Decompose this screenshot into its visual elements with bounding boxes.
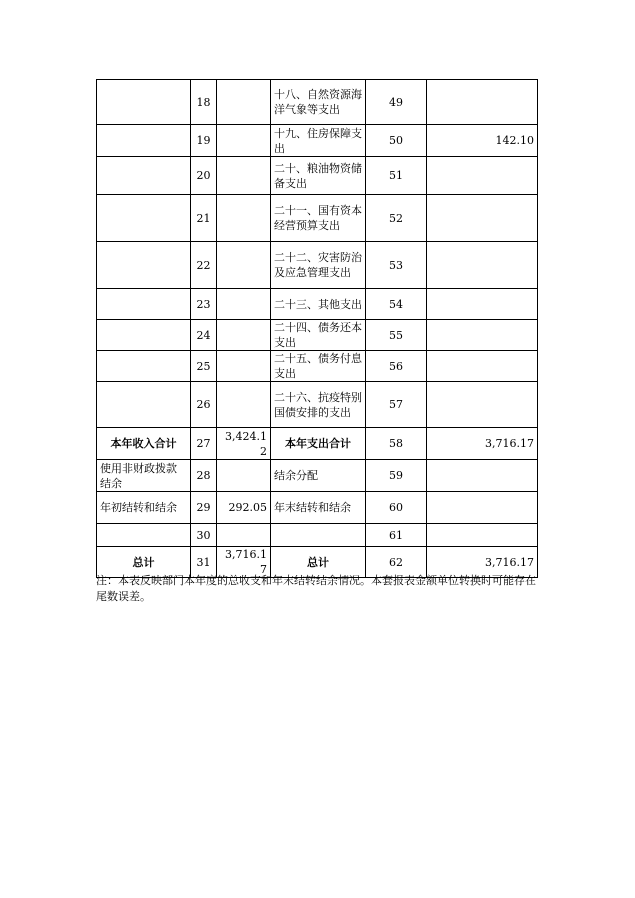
right-amount	[427, 351, 538, 382]
left-label	[97, 80, 191, 125]
budget-summary-table	[96, 79, 538, 578]
table-row	[97, 351, 538, 382]
left-row-number: 18	[191, 80, 217, 125]
right-amount	[427, 157, 538, 195]
table-footnote: 注：本表反映部门本年度的总收支和年末结转结余情况。本套报表金额单位转换时可能存在尾数误差。	[96, 574, 536, 603]
right-row-number: 60	[366, 492, 427, 524]
table-row	[97, 289, 538, 320]
left-label	[97, 125, 191, 157]
table-row	[97, 382, 538, 428]
grand-total-amount-left: 3,716.17	[217, 547, 271, 578]
table-row	[97, 320, 538, 351]
right-row-number: 56	[366, 351, 427, 382]
left-label	[97, 382, 191, 428]
right-label: 二十一、国有资本经营预算支出	[271, 195, 366, 242]
right-label: 二十五、债务付息支出	[271, 351, 366, 382]
right-label: 二十二、灾害防治及应急管理支出	[271, 242, 366, 289]
left-label: 使用非财政拨款结余	[97, 460, 191, 492]
right-row-number: 59	[366, 460, 427, 492]
left-row-number: 21	[191, 195, 217, 242]
left-row-number: 27	[191, 428, 217, 460]
left-amount	[217, 195, 271, 242]
right-label: 二十六、抗疫特别国债安排的支出	[271, 382, 366, 428]
right-label: 二十三、其他支出	[271, 289, 366, 320]
right-amount	[427, 80, 538, 125]
table-row	[97, 242, 538, 289]
right-row-number: 58	[366, 428, 427, 460]
left-label	[97, 351, 191, 382]
left-row-number: 23	[191, 289, 217, 320]
table-row	[97, 157, 538, 195]
left-label	[97, 157, 191, 195]
right-amount	[427, 242, 538, 289]
table-row	[97, 524, 538, 547]
table-row	[97, 80, 538, 125]
right-label: 二十、粮油物资储备支出	[271, 157, 366, 195]
right-row-number: 55	[366, 320, 427, 351]
left-row-number: 29	[191, 492, 217, 524]
right-row-number: 52	[366, 195, 427, 242]
table-row	[97, 428, 538, 460]
table-row	[97, 125, 538, 157]
left-row-number: 25	[191, 351, 217, 382]
grand-total-label-right: 总计	[271, 547, 366, 578]
left-row-number: 26	[191, 382, 217, 428]
grand-total-amount-right: 3,716.17	[427, 547, 538, 578]
left-amount	[217, 242, 271, 289]
left-label	[97, 195, 191, 242]
right-label	[271, 524, 366, 547]
right-label: 年末结转和结余	[271, 492, 366, 524]
right-amount	[427, 289, 538, 320]
right-label: 结余分配	[271, 460, 366, 492]
right-amount	[427, 320, 538, 351]
right-row-number: 54	[366, 289, 427, 320]
right-amount: 142.10	[427, 125, 538, 157]
left-amount: 292.05	[217, 492, 271, 524]
right-row-number: 62	[366, 547, 427, 578]
left-label	[97, 289, 191, 320]
left-label: 年初结转和结余	[97, 492, 191, 524]
left-row-number: 22	[191, 242, 217, 289]
left-amount	[217, 351, 271, 382]
right-label: 十九、住房保障支出	[271, 125, 366, 157]
table-row	[97, 195, 538, 242]
left-amount	[217, 157, 271, 195]
left-row-number: 30	[191, 524, 217, 547]
left-label	[97, 524, 191, 547]
right-label: 十八、自然资源海洋气象等支出	[271, 80, 366, 125]
table-row	[97, 492, 538, 524]
grand-total-label-left: 总计	[97, 547, 191, 578]
left-amount	[217, 80, 271, 125]
right-row-number: 51	[366, 157, 427, 195]
left-amount	[217, 382, 271, 428]
left-amount	[217, 125, 271, 157]
right-amount	[427, 492, 538, 524]
right-row-number: 57	[366, 382, 427, 428]
right-amount	[427, 382, 538, 428]
right-row-number: 61	[366, 524, 427, 547]
right-amount	[427, 195, 538, 242]
left-amount	[217, 320, 271, 351]
expense-total-amount: 3,716.17	[427, 428, 538, 460]
right-label: 二十四、债务还本支出	[271, 320, 366, 351]
left-row-number: 28	[191, 460, 217, 492]
income-total-amount: 3,424.12	[217, 428, 271, 460]
right-amount	[427, 460, 538, 492]
left-row-number: 20	[191, 157, 217, 195]
left-row-number: 24	[191, 320, 217, 351]
left-row-number: 19	[191, 125, 217, 157]
left-amount	[217, 289, 271, 320]
left-amount	[217, 524, 271, 547]
left-label	[97, 320, 191, 351]
right-row-number: 53	[366, 242, 427, 289]
left-label	[97, 242, 191, 289]
right-amount	[427, 524, 538, 547]
right-row-number: 50	[366, 125, 427, 157]
left-row-number: 31	[191, 547, 217, 578]
table-row	[97, 460, 538, 492]
right-row-number: 49	[366, 80, 427, 125]
expense-total-label: 本年支出合计	[271, 428, 366, 460]
left-amount	[217, 460, 271, 492]
income-total-label: 本年收入合计	[97, 428, 191, 460]
